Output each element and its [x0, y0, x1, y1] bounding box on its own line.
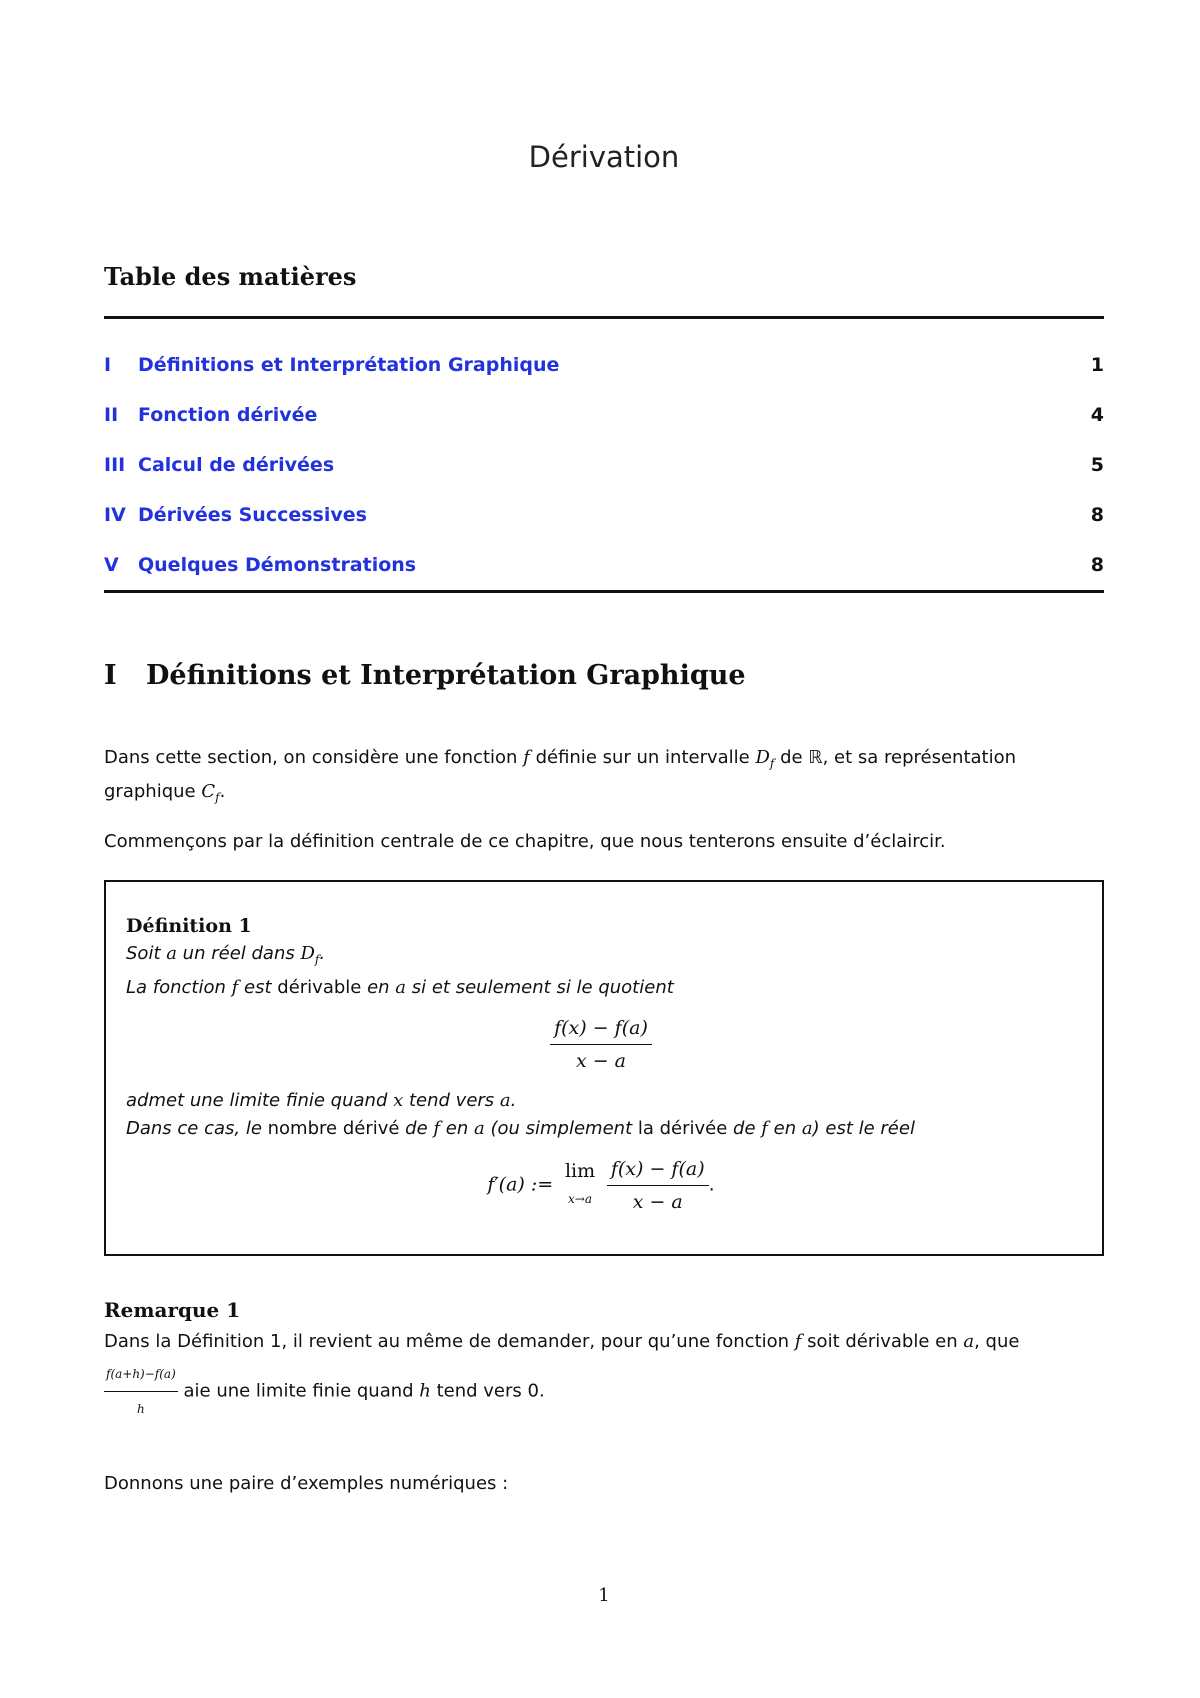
toc-entry-page: 5: [1090, 454, 1104, 476]
document-title: Dérivation: [528, 140, 680, 174]
toc-entry-page: 1: [1090, 354, 1104, 376]
toc-top-rule: [104, 316, 1104, 319]
toc-entry-link[interactable]: Définitions et Interprétation Graphique: [138, 354, 560, 376]
intro-paragraph: Dans cette section, on considère une fonction f définie sur un intervalle $D_f$ de ℝ, et sa représentation graphique $C_f$.: [104, 747, 1017, 805]
definition-line-1: Soit a un réel dans $D_f$.: [126, 943, 326, 967]
section-heading: [104, 660, 746, 691]
toc-entry-link[interactable]: Dérivées Successives: [138, 504, 367, 526]
toc-entry-1[interactable]: [104, 340, 1104, 390]
toc-entry-number: I: [104, 354, 112, 376]
examples-intro: Donnons une paire d’exemples numériques :: [104, 1473, 509, 1494]
toc-entry-number: IV: [104, 504, 126, 526]
toc-entry-page: 8: [1090, 554, 1104, 576]
toc-entry-number: II: [104, 404, 119, 426]
toc-bottom-rule: [104, 590, 1104, 593]
toc-entry-3[interactable]: [104, 440, 1104, 490]
toc-entry-4[interactable]: [104, 490, 1104, 540]
toc-entry-link[interactable]: Quelques Démonstrations: [138, 554, 417, 576]
section-title: Définitions et Interprétation Graphique: [146, 660, 746, 691]
remark-title: Remarque 1: [104, 1298, 241, 1322]
toc-heading: Table des matières: [104, 262, 357, 291]
definition-title: Définition 1: [126, 915, 252, 937]
toc-entry-page: 8: [1090, 504, 1104, 526]
table-of-contents: [104, 340, 1104, 590]
section-number: I: [104, 660, 117, 691]
remark-text: Dans la Définition 1, il revient au même de demander, pour qu’une fonction f soit dérivable en a, que $\frac{f(a+h)-f(a)}{h}$ aie une limite finie quand h tend vers 0.: [104, 1331, 1020, 1416]
toc-entry-5[interactable]: [104, 540, 1104, 590]
toc-entry-page: 4: [1090, 404, 1104, 426]
lead-in-paragraph: Commençons par la définition centrale de ce chapitre, que nous tenterons ensuite d’éclaircir.: [104, 831, 946, 852]
definition-box: [104, 880, 1104, 1256]
page-number: 1: [598, 1585, 610, 1606]
quotient-formula: $\frac{f(x) - f(a)}{x - a}$: [126, 1014, 1076, 1075]
definition-line-2: La fonction f est dérivable en a si et seulement si le quotient: [126, 976, 674, 998]
definition-line-3: admet une limite finie quand x tend vers a.: [126, 1089, 517, 1111]
toc-entry-number: V: [104, 554, 119, 576]
derivative-formula: f′(a) := lim x→a $\frac{f(x) - f(a)}{x - a}$ .: [126, 1155, 1076, 1216]
toc-entry-2[interactable]: [104, 390, 1104, 440]
toc-entry-number: III: [104, 454, 126, 476]
toc-entry-link[interactable]: Fonction dérivée: [138, 404, 318, 426]
toc-entry-link[interactable]: Calcul de dérivées: [138, 454, 335, 476]
definition-line-4: Dans ce cas, le nombre dérivé de f en a (ou simplement la dérivée de f en a) est le réel: [126, 1117, 915, 1139]
